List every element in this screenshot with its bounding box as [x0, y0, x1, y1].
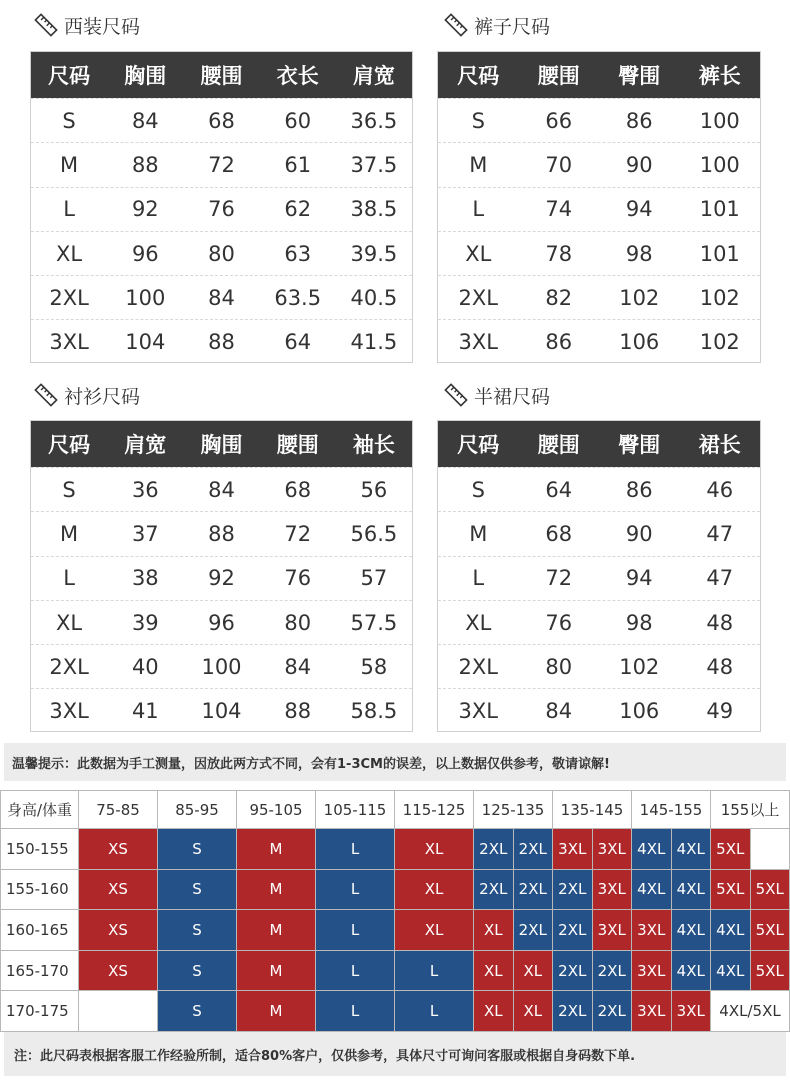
table-cell: 3XL	[458, 699, 498, 724]
table-row	[438, 644, 760, 688]
table-cell: 57.5	[350, 610, 398, 635]
table-cell: M	[469, 152, 488, 177]
suit-table-header	[31, 52, 412, 98]
table-row	[31, 467, 412, 511]
size-cell: XL	[395, 910, 474, 951]
skirt-section-title	[444, 380, 550, 410]
size-cell: M	[237, 869, 316, 910]
size-cell: 4XL	[632, 869, 672, 910]
height-label: 155-160	[1, 869, 79, 910]
table-cell: 2XL	[458, 285, 498, 310]
table-cell: 104	[201, 699, 242, 724]
size-cell: XS	[79, 829, 158, 870]
table-cell: S	[471, 477, 485, 502]
column-header: 尺码	[48, 433, 91, 457]
table-row	[31, 644, 412, 688]
table-row	[31, 231, 412, 275]
size-cell: L	[316, 950, 395, 991]
table-row	[438, 600, 760, 644]
size-cell: 2XL	[553, 869, 593, 910]
size-cell: XL	[474, 950, 514, 991]
table-cell: 88	[284, 699, 312, 724]
table-row	[31, 275, 412, 319]
shirt-title: 衬衫尺码	[64, 385, 141, 408]
size-cell: M	[237, 991, 316, 1032]
size-cell: 4XL	[671, 869, 711, 910]
size-cell: 4XL	[711, 950, 750, 991]
size-cell: XL	[513, 991, 553, 1032]
column-header: 臀围	[618, 433, 661, 457]
table-cell: 38	[131, 566, 159, 591]
column-header: 裙长	[698, 433, 741, 457]
suit-title: 西装尺码	[64, 15, 141, 38]
table-row	[31, 511, 412, 555]
grid-header-row	[1, 791, 790, 829]
size-cell: 3XL	[671, 991, 711, 1032]
size-cell: XL	[395, 829, 474, 870]
table-row	[31, 319, 412, 363]
table-cell: 68	[545, 521, 573, 546]
table-row	[31, 187, 412, 231]
height-label: 165-170	[1, 950, 79, 991]
size-cell: 5XL	[711, 829, 750, 870]
table-row	[31, 600, 412, 644]
column-header: 腰围	[537, 64, 580, 88]
weight-header: 125-135	[474, 791, 553, 829]
table-cell: 49	[706, 699, 734, 724]
table-cell: 48	[706, 610, 734, 635]
table-cell: 104	[125, 330, 166, 355]
size-cell: 2XL	[553, 910, 593, 951]
table-cell: 84	[284, 654, 312, 679]
table-cell: 100	[699, 152, 740, 177]
table-cell: 92	[208, 566, 235, 591]
table-cell: 38.5	[350, 197, 398, 222]
size-cell: 4XL	[671, 950, 711, 991]
pants-title: 裤子尺码	[474, 15, 551, 38]
skirt-table-header	[438, 421, 760, 467]
size-cell: 2XL	[592, 991, 632, 1032]
size-cell: 4XL/5XL	[711, 991, 790, 1032]
suit-size-table	[30, 51, 413, 363]
table-cell: 39	[131, 610, 159, 635]
table-cell: 100	[201, 654, 242, 679]
column-header: 尺码	[457, 433, 500, 457]
pants-section-title	[444, 10, 550, 40]
table-cell: S	[62, 477, 76, 502]
table-cell: 76	[545, 610, 573, 635]
column-header: 腰围	[200, 64, 243, 88]
skirt-size-table	[437, 420, 761, 732]
footer-text: 注：此尺码表根据客服工作经验所制，适合80%客户，仅供参考，具体尺寸可询问客服或根据自身码数下单.	[14, 1048, 636, 1064]
table-cell: 101	[699, 241, 740, 266]
size-cell: M	[237, 950, 316, 991]
table-cell: 58	[360, 654, 388, 679]
table-cell: 106	[619, 330, 660, 355]
height-label: 160-165	[1, 910, 79, 951]
table-cell: M	[469, 521, 488, 546]
table-cell: XL	[465, 610, 492, 635]
weight-header: 75-85	[79, 791, 158, 829]
size-cell: 2XL	[513, 869, 553, 910]
weight-header: 135-145	[553, 791, 632, 829]
table-cell: 36	[131, 477, 159, 502]
tip-text: 温馨提示：此数据为手工测量，因放此两方式不同，会有1-3CM的误差，以上数据仅供参考，敬请谅解!	[12, 756, 610, 772]
table-cell: 102	[619, 285, 660, 310]
table-cell: 46	[706, 477, 734, 502]
table-cell: 56	[360, 477, 388, 502]
table-cell: 60	[284, 108, 312, 133]
table-cell: 106	[619, 699, 660, 724]
size-cell: 5XL	[711, 869, 750, 910]
column-header: 尺码	[48, 64, 91, 88]
table-cell: 40	[131, 654, 159, 679]
table-cell: 88	[208, 330, 235, 355]
table-cell: 86	[625, 477, 653, 502]
size-cell: L	[316, 829, 395, 870]
size-cell: 3XL	[632, 910, 672, 951]
size-cell: XL	[474, 910, 514, 951]
size-cell: 3XL	[592, 910, 632, 951]
table-cell: 76	[208, 197, 235, 222]
table-cell: L	[472, 197, 485, 222]
table-row	[438, 467, 760, 511]
table-row	[31, 556, 412, 600]
table-cell: 98	[625, 241, 653, 266]
table-cell: 72	[284, 521, 312, 546]
column-header: 肩宽	[352, 64, 395, 88]
weight-header: 155以上	[711, 791, 790, 829]
ruler-icon	[34, 383, 58, 407]
table-cell: 2XL	[49, 654, 89, 679]
weight-header: 115-125	[395, 791, 474, 829]
suit-section-title	[34, 10, 140, 40]
table-cell: 2XL	[49, 285, 89, 310]
grid-row	[1, 991, 790, 1032]
table-row	[31, 688, 412, 732]
table-cell: 84	[208, 285, 235, 310]
table-cell: 90	[625, 152, 653, 177]
shirt-section-title	[34, 380, 140, 410]
size-cell: XL	[474, 991, 514, 1032]
size-cell: L	[316, 910, 395, 951]
table-row	[438, 319, 760, 363]
table-cell: L	[63, 197, 75, 222]
column-header: 腰围	[537, 433, 580, 457]
table-row	[438, 688, 760, 732]
table-cell: 94	[625, 197, 653, 222]
size-cell: 2XL	[553, 950, 593, 991]
size-cell: S	[158, 991, 237, 1032]
height-label: 170-175	[1, 991, 79, 1032]
table-cell: 101	[699, 197, 740, 222]
table-cell: 57	[360, 566, 388, 591]
table-cell: 76	[284, 566, 312, 591]
table-row	[438, 275, 760, 319]
footer-note	[4, 1032, 786, 1076]
column-header: 裤长	[698, 64, 741, 88]
table-cell: 47	[706, 566, 734, 591]
size-cell: 3XL	[592, 869, 632, 910]
table-cell: 84	[208, 477, 235, 502]
size-cell: 5XL	[750, 910, 790, 951]
table-cell: 98	[625, 610, 653, 635]
size-cell: 2XL	[474, 829, 514, 870]
size-cell: S	[158, 950, 237, 991]
grid-row	[1, 910, 790, 951]
size-cell: XS	[79, 869, 158, 910]
size-cell: XL	[395, 869, 474, 910]
pants-table-header	[438, 52, 760, 98]
table-cell: 64	[545, 477, 573, 502]
size-cell: XS	[79, 910, 158, 951]
grid-row	[1, 829, 790, 870]
size-cell: 2XL	[592, 950, 632, 991]
table-cell: 64	[284, 330, 312, 355]
table-cell: 100	[699, 108, 740, 133]
table-cell: M	[60, 521, 79, 546]
size-cell	[750, 829, 790, 870]
height-weight-grid	[0, 790, 790, 1032]
column-header: 胸围	[124, 64, 167, 88]
table-cell: 84	[545, 699, 573, 724]
weight-header: 95-105	[237, 791, 316, 829]
size-cell: 2XL	[513, 910, 553, 951]
measurement-tip	[4, 743, 786, 781]
table-cell: 41	[131, 699, 159, 724]
table-cell: L	[63, 566, 75, 591]
size-cell: 3XL	[632, 950, 672, 991]
size-cell: 2XL	[553, 991, 593, 1032]
table-cell: 96	[208, 610, 235, 635]
size-cell: 2XL	[513, 829, 553, 870]
size-cell: 5XL	[750, 869, 790, 910]
table-cell: 68	[208, 108, 235, 133]
table-cell: 3XL	[458, 330, 498, 355]
grid-row	[1, 869, 790, 910]
table-cell: 82	[545, 285, 573, 310]
shirt-size-table	[30, 420, 413, 732]
table-cell: 86	[625, 108, 653, 133]
weight-header: 145-155	[632, 791, 711, 829]
grid-row	[1, 950, 790, 991]
table-cell: 72	[208, 152, 235, 177]
ruler-icon	[34, 13, 58, 37]
table-cell: 40.5	[350, 285, 398, 310]
table-row	[31, 142, 412, 186]
size-cell: 4XL	[671, 910, 711, 951]
table-cell: XL	[56, 610, 83, 635]
table-row	[438, 511, 760, 555]
table-row	[438, 98, 760, 142]
table-cell: XL	[465, 241, 492, 266]
table-cell: 72	[545, 566, 573, 591]
table-cell: 96	[131, 241, 159, 266]
size-cell: M	[237, 910, 316, 951]
table-cell: 80	[284, 610, 312, 635]
table-cell: 47	[706, 521, 734, 546]
table-cell: 37.5	[350, 152, 398, 177]
table-cell: 2XL	[458, 654, 498, 679]
table-cell: 3XL	[49, 330, 89, 355]
column-header: 衣长	[276, 64, 319, 88]
size-cell: 3XL	[632, 991, 672, 1032]
table-cell: 62	[284, 197, 312, 222]
size-cell: 3XL	[553, 829, 593, 870]
size-cell: 2XL	[474, 869, 514, 910]
size-cell: S	[158, 910, 237, 951]
table-cell: 92	[131, 197, 159, 222]
table-cell: 84	[131, 108, 159, 133]
table-cell: 86	[545, 330, 573, 355]
shirt-table-header	[31, 421, 412, 467]
table-cell: 80	[208, 241, 235, 266]
column-header: 尺码	[457, 64, 500, 88]
column-header: 臀围	[618, 64, 661, 88]
table-cell: 94	[625, 566, 653, 591]
size-cell: 4XL	[711, 910, 750, 951]
table-cell: 3XL	[49, 699, 89, 724]
table-cell: M	[60, 152, 79, 177]
table-cell: 102	[699, 330, 740, 355]
table-row	[438, 142, 760, 186]
table-cell: 68	[284, 477, 312, 502]
height-label: 150-155	[1, 829, 79, 870]
table-cell: 63.5	[274, 285, 322, 310]
table-cell: XL	[56, 241, 83, 266]
weight-header: 85-95	[158, 791, 237, 829]
size-cell: 4XL	[671, 829, 711, 870]
table-cell: 37	[131, 521, 159, 546]
table-cell: 102	[619, 654, 660, 679]
table-cell: 61	[284, 152, 312, 177]
column-header: 胸围	[200, 433, 243, 457]
table-cell: 36.5	[350, 108, 398, 133]
table-cell: 58.5	[350, 699, 398, 724]
column-header: 腰围	[276, 433, 319, 457]
size-cell: M	[237, 829, 316, 870]
table-cell: 56.5	[350, 521, 398, 546]
table-cell: 100	[125, 285, 166, 310]
table-cell: 66	[545, 108, 573, 133]
table-cell: 78	[545, 241, 573, 266]
table-cell: 80	[545, 654, 573, 679]
size-cell: 4XL	[632, 829, 672, 870]
table-cell: 63	[284, 241, 312, 266]
size-cell: XL	[513, 950, 553, 991]
table-cell: 88	[131, 152, 159, 177]
table-cell: 39.5	[350, 241, 398, 266]
ruler-icon	[444, 383, 468, 407]
ruler-icon	[444, 13, 468, 37]
table-cell: 74	[545, 197, 573, 222]
table-cell: 41.5	[350, 330, 398, 355]
table-cell: S	[62, 108, 76, 133]
table-cell: 88	[208, 521, 235, 546]
skirt-title: 半裙尺码	[474, 385, 551, 408]
size-cell: L	[395, 950, 474, 991]
size-cell: L	[316, 869, 395, 910]
table-row	[438, 187, 760, 231]
size-cell: S	[158, 869, 237, 910]
table-cell: L	[472, 566, 485, 591]
size-cell: XS	[79, 950, 158, 991]
size-cell: L	[316, 991, 395, 1032]
table-cell: S	[471, 108, 485, 133]
table-cell: 90	[625, 521, 653, 546]
size-cell: 5XL	[750, 950, 790, 991]
table-cell: 70	[545, 152, 573, 177]
size-cell: S	[158, 829, 237, 870]
grid-corner-label: 身高/体重	[1, 791, 79, 829]
column-header: 肩宽	[124, 433, 167, 457]
size-cell	[79, 991, 158, 1032]
table-row	[31, 98, 412, 142]
size-cell: 3XL	[592, 829, 632, 870]
pants-size-table	[437, 51, 761, 363]
table-row	[438, 231, 760, 275]
size-cell: L	[395, 991, 474, 1032]
table-row	[438, 556, 760, 600]
column-header: 袖长	[352, 433, 395, 457]
table-cell: 48	[706, 654, 734, 679]
table-cell: 102	[699, 285, 740, 310]
weight-header: 105-115	[316, 791, 395, 829]
